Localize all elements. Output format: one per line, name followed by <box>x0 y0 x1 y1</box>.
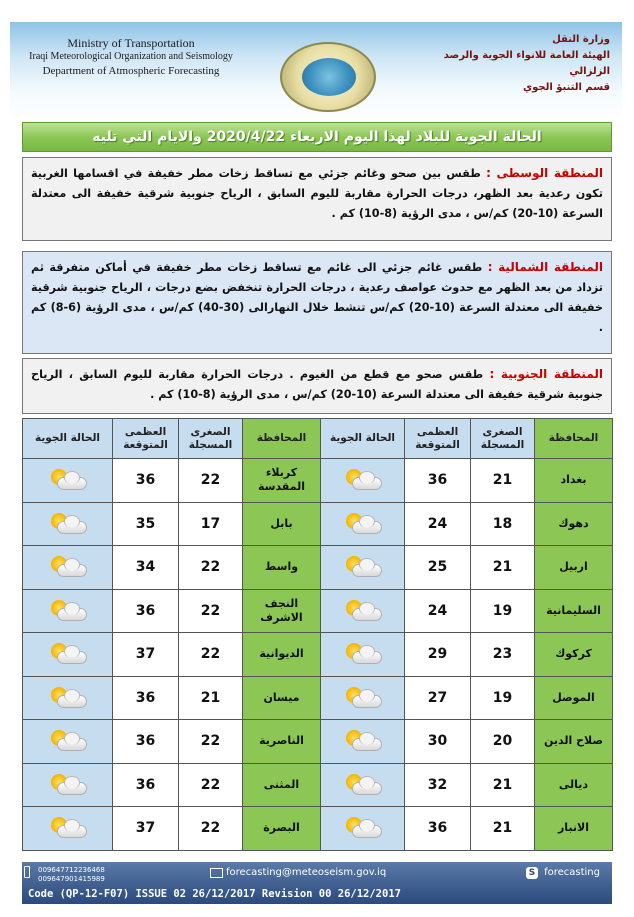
weather-cell <box>23 546 113 590</box>
weather-cell <box>23 763 113 807</box>
max-temp: 25 <box>405 546 471 590</box>
governorate-name: صلاح الدين <box>535 720 613 764</box>
min-temp: 20 <box>471 720 535 764</box>
partly-cloudy-icon <box>47 729 89 753</box>
min-temp: 22 <box>179 633 243 677</box>
table-row <box>23 807 613 851</box>
governorate-name: الموصل <box>535 676 613 720</box>
governorate-name: المثنى <box>243 763 321 807</box>
partly-cloudy-icon <box>342 729 384 753</box>
weather-cell <box>321 807 405 851</box>
max-temp: 36 <box>113 459 179 503</box>
region-center-name: المنطقة الوسطى : <box>486 166 603 180</box>
document-footer <box>22 862 612 904</box>
governorate-name: الانبار <box>535 807 613 851</box>
weather-cell <box>23 502 113 546</box>
region-south-name: المنطقة الجنوبية : <box>489 367 603 381</box>
min-temp: 21 <box>471 459 535 503</box>
table-row <box>23 589 613 633</box>
min-temp: 17 <box>179 502 243 546</box>
min-temp: 22 <box>179 546 243 590</box>
department-name-ar: قسم التنبؤ الجوي <box>522 82 610 93</box>
document-header <box>10 22 622 122</box>
logo-globe-icon <box>302 58 356 96</box>
table-row <box>23 459 613 503</box>
partly-cloudy-icon <box>47 555 89 579</box>
governorate-name: الديوانية <box>243 633 321 677</box>
header-arabic <box>420 32 610 96</box>
header-weather-right: الحالة الجوية <box>321 419 405 459</box>
min-temp: 21 <box>471 546 535 590</box>
footer-phone-2: 009647901415989 <box>38 875 105 883</box>
governorate-name: بابل <box>243 502 321 546</box>
weather-cell <box>321 676 405 720</box>
governorate-name: البصرة <box>243 807 321 851</box>
header-weather-left: الحالة الجوية <box>23 419 113 459</box>
min-temp: 19 <box>471 589 535 633</box>
header-governorate-left: المحافظة <box>243 419 321 459</box>
max-temp: 36 <box>405 807 471 851</box>
governorate-name: السليمانية <box>535 589 613 633</box>
header-min-left: الصغرى المسجلة <box>179 419 243 459</box>
partly-cloudy-icon <box>342 599 384 623</box>
max-temp: 34 <box>113 546 179 590</box>
mobile-phone-icon <box>24 866 30 878</box>
organization-name-ar: الهيئة العامة للانواء الجوية والرصد الزلزالي <box>443 50 610 77</box>
skype-icon: S <box>526 867 538 879</box>
weather-cell <box>23 676 113 720</box>
header-english <box>26 36 236 78</box>
partly-cloudy-icon <box>47 512 89 536</box>
table-row <box>23 633 613 677</box>
governorate-name: النجف الاشرف <box>243 589 321 633</box>
max-temp: 37 <box>113 633 179 677</box>
partly-cloudy-icon <box>47 642 89 666</box>
footer-document-code: Code (QP-12-F07) ISSUE 02 26/12/2017 Revision 00 26/12/2017 <box>28 888 401 900</box>
governorate-name: الناصرية <box>243 720 321 764</box>
max-temp: 30 <box>405 720 471 764</box>
governorate-name: دهوك <box>535 502 613 546</box>
governorate-name: ميسان <box>243 676 321 720</box>
forecast-title: الحالة الجوية للبلاد لهذا اليوم الاربعاء 2020/4/22 والايام التي تليه <box>92 129 542 145</box>
max-temp: 29 <box>405 633 471 677</box>
weather-cell <box>321 633 405 677</box>
organization-logo <box>280 42 376 112</box>
max-temp: 24 <box>405 502 471 546</box>
partly-cloudy-icon <box>342 686 384 710</box>
weather-cell <box>23 633 113 677</box>
footer-phone-1: 009647712236468 <box>38 866 105 874</box>
envelope-icon <box>210 868 223 878</box>
max-temp: 24 <box>405 589 471 633</box>
table-row <box>23 676 613 720</box>
governorate-name: واسط <box>243 546 321 590</box>
weather-cell <box>321 589 405 633</box>
table-row <box>23 720 613 764</box>
min-temp: 18 <box>471 502 535 546</box>
forecast-title-bar <box>22 122 612 152</box>
weather-cell <box>23 807 113 851</box>
partly-cloudy-icon <box>47 686 89 710</box>
weather-cell <box>321 502 405 546</box>
governorate-name: اربيل <box>535 546 613 590</box>
min-temp: 22 <box>179 720 243 764</box>
partly-cloudy-icon <box>342 555 384 579</box>
header-min-right: الصغرى المسجلة <box>471 419 535 459</box>
table-body <box>23 459 613 851</box>
region-center-text: طقس بين صحو وغائم جزئي مع تساقط زخات مطر خفيفة في اقسامها الغربية تكون رعدية بعد الظهر، درجات الحرارة مقاربة لليوم السابق ، الرياح جنوبية شرقية خفيفة الى معتدلة السرعة (10-20) كم/س ، مدى الرؤية (8-10) كم . <box>31 167 603 220</box>
partly-cloudy-icon <box>47 599 89 623</box>
min-temp: 21 <box>471 807 535 851</box>
max-temp: 36 <box>405 459 471 503</box>
header-max-right: العظمى المتوقعة <box>405 419 471 459</box>
header-max-left: العظمى المتوقعة <box>113 419 179 459</box>
min-temp: 22 <box>179 589 243 633</box>
partly-cloudy-icon <box>342 773 384 797</box>
table-header-row <box>23 419 613 459</box>
temperature-table <box>22 418 613 851</box>
partly-cloudy-icon <box>342 468 384 492</box>
partly-cloudy-icon <box>342 816 384 840</box>
region-south-text: طقس صحو مع قطع من الغيوم . درجات الحرارة مقاربة لليوم السابق ، الرياح جنوبية شرقية خفيفة الى معتدلة السرعة (10-20) كم/س ، مدى الرؤية (8-10) كم . <box>31 368 603 401</box>
max-temp: 27 <box>405 676 471 720</box>
max-temp: 36 <box>113 589 179 633</box>
min-temp: 22 <box>179 807 243 851</box>
min-temp: 22 <box>179 459 243 503</box>
weather-cell <box>321 459 405 503</box>
partly-cloudy-icon <box>47 816 89 840</box>
min-temp: 22 <box>179 763 243 807</box>
ministry-name-ar: وزارة النقل <box>552 34 610 45</box>
region-north-text: طقس غائم جزئي الى غائم مع تساقط زخات مطر خفيفة في أماكن متفرقة ثم تزداد من بعد الظهر مع حدوث عواصف رعدية ، درجات الحرارة تنخفض بضع درجات ، الرياح جنوبية شرقية خفيفة الى معتدلة السرعة (10-20) كم/س تنشط خلال النهارالى (30-40) كم/س ، مدى الرؤية (6-8) كم . <box>31 261 603 334</box>
max-temp: 37 <box>113 807 179 851</box>
min-temp: 21 <box>179 676 243 720</box>
region-north-name: المنطقة الشمالية : <box>487 260 604 274</box>
organization-name-en: Iraqi Meteorological Organization and Seismology <box>29 51 233 62</box>
max-temp: 36 <box>113 676 179 720</box>
footer-email[interactable]: forecasting@meteoseism.gov.iq <box>226 867 387 878</box>
weather-cell <box>321 546 405 590</box>
region-center-forecast <box>22 157 612 241</box>
weather-cell <box>321 720 405 764</box>
max-temp: 32 <box>405 763 471 807</box>
department-name-en: Department of Atmospheric Forecasting <box>42 65 220 77</box>
governorate-name: ديالى <box>535 763 613 807</box>
partly-cloudy-icon <box>342 642 384 666</box>
ministry-name-en: Ministry of Transportation <box>67 36 195 50</box>
table-row <box>23 502 613 546</box>
max-temp: 36 <box>113 720 179 764</box>
min-temp: 23 <box>471 633 535 677</box>
max-temp: 35 <box>113 502 179 546</box>
partly-cloudy-icon <box>47 773 89 797</box>
region-south-forecast <box>22 358 612 414</box>
footer-phones <box>38 866 105 884</box>
weather-cell <box>321 763 405 807</box>
partly-cloudy-icon <box>342 512 384 536</box>
weather-cell <box>23 589 113 633</box>
weather-cell <box>23 720 113 764</box>
min-temp: 19 <box>471 676 535 720</box>
table-row <box>23 546 613 590</box>
governorate-name: كربلاء المقدسة <box>243 459 321 503</box>
max-temp: 36 <box>113 763 179 807</box>
header-governorate-right: المحافظة <box>535 419 613 459</box>
table-row <box>23 763 613 807</box>
footer-web[interactable]: forecasting <box>544 867 600 878</box>
governorate-name: بغداد <box>535 459 613 503</box>
region-north-forecast <box>22 251 612 354</box>
governorate-name: كركوك <box>535 633 613 677</box>
min-temp: 21 <box>471 763 535 807</box>
weather-cell <box>23 459 113 503</box>
partly-cloudy-icon <box>47 468 89 492</box>
